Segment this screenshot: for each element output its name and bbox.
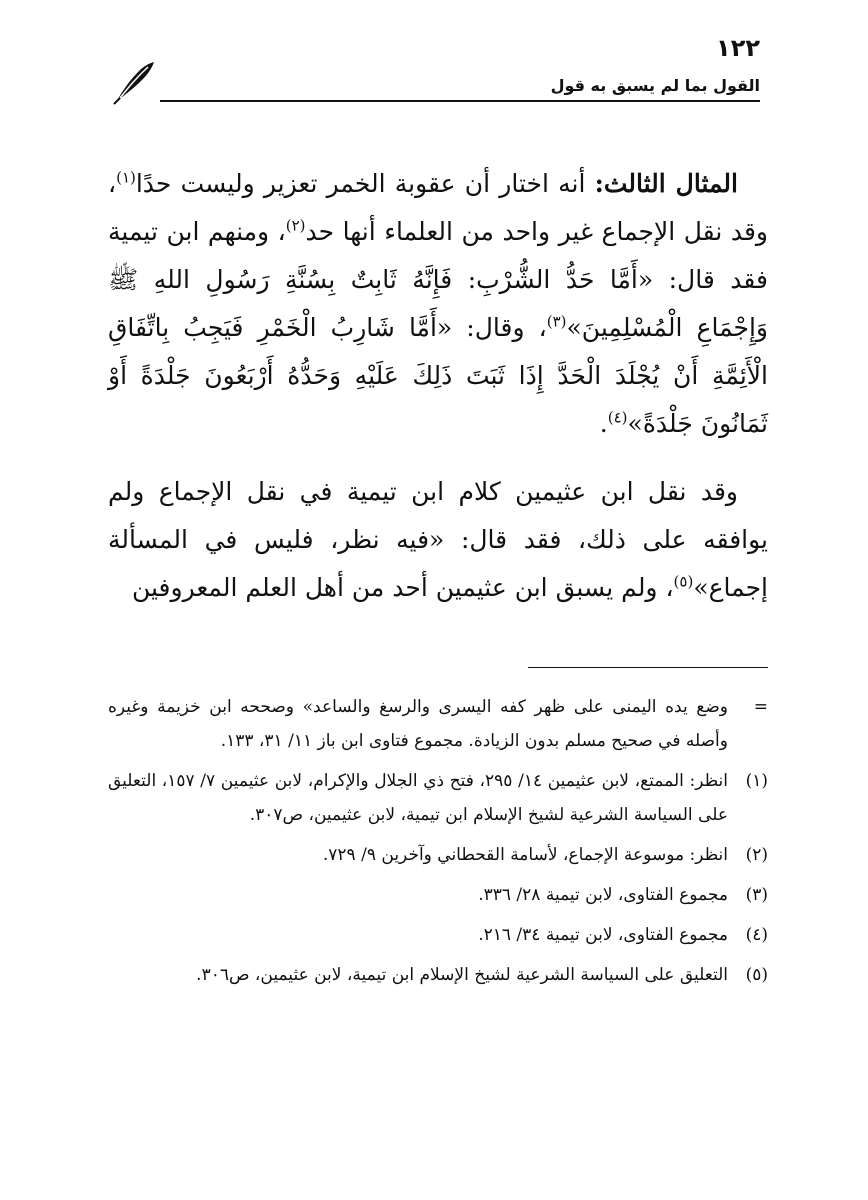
footnote-marker: (٤) (745, 925, 768, 945)
footnote-5 (108, 958, 768, 992)
paragraph-text: ، ومنهم ابن تيمية فقد قال: «أَمَّا حَدُّ الشُّرْبِ: فَإِنَّهُ ثَابِتٌ بِسُنَّةِ رَسُولِ اللهِ ﷺ وَإِجْمَاعِ الْمُسْلِمِينَ» (108, 217, 768, 342)
footnote-text: انظر: موسوعة الإجماع، لأسامة القحطاني وآخرين ٩/ ٧٢٩. (322, 845, 728, 865)
running-title: القول بما لم يسبق به قول (550, 76, 760, 95)
page-header (110, 34, 760, 104)
footnote-ref-3[interactable]: (٣) (546, 312, 567, 331)
footnote-separator (528, 667, 768, 668)
paragraph-text: ، وقد نقل الإجماع غير واحد من العلماء أنها حد (108, 169, 768, 246)
footnote-ref-5[interactable]: (٥) (673, 572, 694, 591)
footnote-marker: (٣) (745, 885, 768, 905)
footnote-marker: (١) (745, 771, 768, 791)
footnote-text: مجموع الفتاوى، لابن تيمية ٢٨/ ٣٣٦. (478, 885, 728, 905)
footnote-ref-1[interactable]: (١) (116, 168, 136, 187)
paragraph-text: وقد نقل ابن عثيمين كلام ابن تيمية في نقل الإجماع ولم يوافقه على ذلك، فقد قال: «فيه نظر، فليس في المسألة إجماع» (108, 477, 768, 602)
footnote-4 (108, 918, 768, 952)
paragraph-1 (108, 160, 768, 448)
footnote-marker: = (753, 697, 768, 717)
footnote-2 (108, 838, 768, 872)
footnote-1 (108, 764, 768, 832)
footnote-text: التعليق على السياسة الشرعية لشيخ الإسلام ابن تيمية، لابن عثيمين، ص٣٠٦. (196, 965, 728, 985)
paragraph-text: . (599, 409, 608, 438)
footnote-3 (108, 878, 768, 912)
footnotes (108, 690, 768, 998)
header-rule (160, 100, 760, 102)
paragraph-text: ، وقال: «أَمَّا شَارِبُ الْخَمْرِ فَيَجِبُ بِاتِّفَاقِ الْأَئِمَّةِ أَنْ يُجْلَدَ الْحَدَّ إِذَا ثَبَتَ ذَلِكَ عَلَيْهِ وَحَدُّهُ أَرْبَعُونَ جَلْدَةً أَوْ ثَمَانُونَ جَلْدَةً» (108, 313, 768, 438)
footnote-text: مجموع الفتاوى، لابن تيمية ٣٤/ ٢١٦. (478, 925, 728, 945)
paragraph-2 (108, 468, 768, 612)
footnote-ref-4[interactable]: (٤) (607, 408, 628, 427)
example-heading: المثال الثالث: (594, 169, 738, 198)
quill-pen-icon (110, 58, 158, 106)
footnote-text: انظر: الممتع، لابن عثيمين ١٤/ ٢٩٥، فتح ذي الجلال والإكرام، لابن عثيمين ٧/ ١٥٧، التعليق على السياسة الشرعية لشيخ الإسلام ابن تيمية، لابن عثيمين، ص٣٠٧. (108, 771, 728, 825)
paragraph-text: ، ولم يسبق ابن عثيمين أحد من أهل العلم المعروفين (131, 573, 674, 602)
main-text (108, 160, 768, 632)
footnote-marker: (٢) (745, 845, 768, 865)
page-number: ١٢٢ (716, 34, 760, 62)
footnote-marker: (٥) (745, 965, 768, 985)
footnote-ref-2[interactable]: (٢) (285, 216, 306, 235)
footnote-continued (108, 690, 768, 758)
paragraph-text: أنه اختار أن عقوبة الخمر تعزير وليست حدًا (135, 169, 595, 198)
footnote-text: وضع يده اليمنى على ظهر كفه اليسرى والرسغ والساعد» وصححه ابن خزيمة وغيره وأصله في صحيح مسلم بدون الزيادة. مجموع فتاوى ابن باز ١١/ ٣١، ١٣٣. (108, 697, 728, 751)
